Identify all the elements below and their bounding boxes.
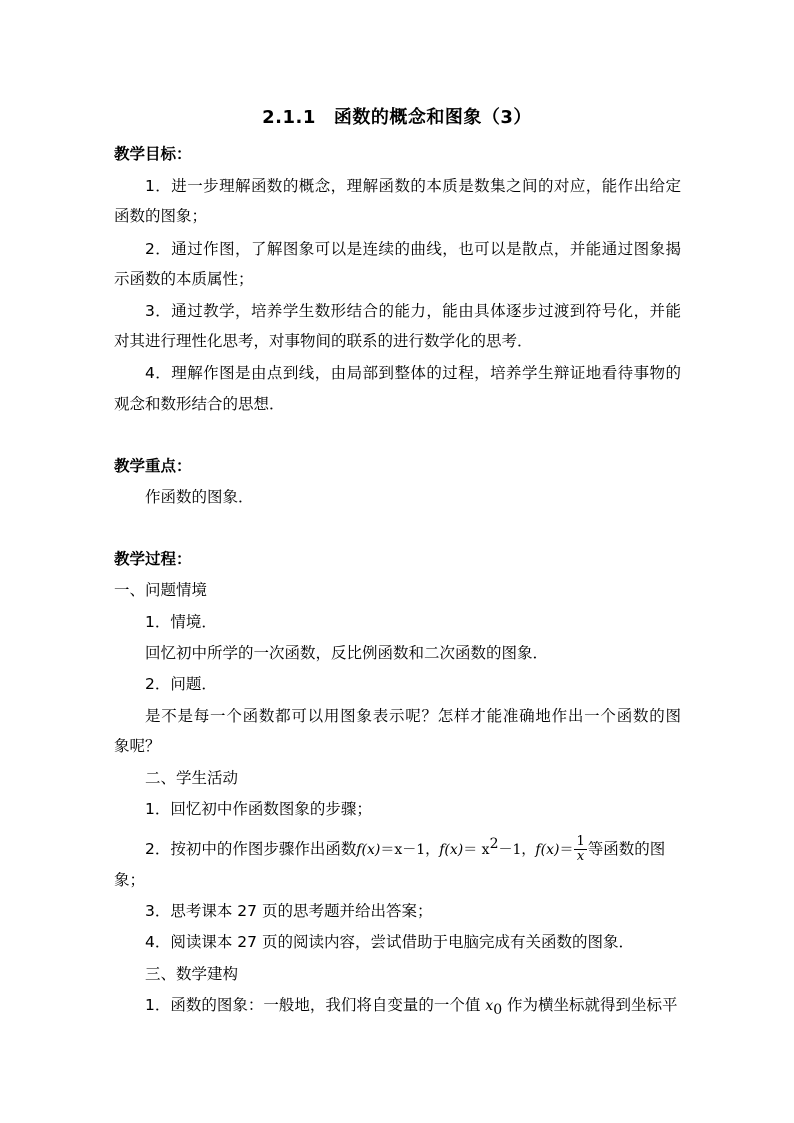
activity-4: 4．阅读课本 27 页的阅读内容，尝试借助于电脑完成有关函数的图象．	[145, 933, 634, 951]
section-2-heading: 二、学生活动	[145, 769, 239, 787]
objectives-heading: 教学目标：	[114, 145, 192, 163]
objective-2-line-a: 2．通过作图，了解图象可以是连续的曲线，也可以是散点，并能通过图象揭	[145, 240, 681, 258]
activity-2-line-b: 象；	[114, 871, 146, 889]
objective-3-line-b: 对其进行理性化思考，对事物间的联系的进行数学化的思考．	[114, 332, 533, 350]
question-label: 2．问题．	[145, 675, 217, 693]
title-text: 函数的概念和图象（3）	[333, 107, 532, 128]
fraction-one-over-x: $\frac{1}{x}$	[576, 834, 585, 865]
section-number: 2.1.1	[262, 107, 316, 128]
section-1-heading: 一、问题情境	[114, 581, 208, 599]
construct-1: 1．函数的图象：一般地，我们将自变量的一个值 $x_0$ 作为横坐标就得到坐标平	[145, 996, 678, 1019]
key-point-heading: 教学重点：	[114, 457, 192, 475]
function-f1: f(x)	[356, 842, 381, 859]
objective-4-line-a: 4．理解作图是由点到线，由局部到整体的过程，培养学生辩证地看待事物的	[145, 364, 681, 382]
objective-4-line-b: 观念和数形结合的思想．	[114, 395, 285, 413]
activity-3: 3．思考课本 27 页的思考题并给出答案；	[145, 902, 433, 920]
process-heading: 教学过程：	[114, 550, 192, 568]
function-f2: f(x)	[439, 842, 464, 859]
function-f3: f(x)	[535, 842, 560, 859]
page-title	[0, 103, 794, 129]
objective-1-line-b: 函数的图象；	[114, 207, 208, 225]
situation-text: 回忆初中所学的一次函数，反比例函数和二次函数的图象．	[145, 644, 549, 662]
question-text-line-b: 象呢？	[114, 737, 161, 755]
situation-label: 1．情境．	[145, 613, 217, 631]
section-3-heading: 三、数学建构	[145, 965, 239, 983]
key-point-text: 作函数的图象．	[145, 488, 254, 506]
objective-3-line-a: 3．通过教学，培养学生数形结合的能力，能由具体逐步过渡到符号化，并能	[145, 302, 681, 320]
objective-2-line-b: 示函数的本质属性；	[114, 270, 254, 288]
objective-1-line-a: 1．进一步理解函数的概念，理解函数的本质是数集之间的对应，能作出给定	[145, 177, 681, 195]
activity-1: 1．回忆初中作函数图象的步骤；	[145, 800, 372, 818]
activity-2-line-a: 2．按初中的作图步骤作出函数f(x)＝x－1，$f(x)= x^2-1$，f(x)＝ $\frac{1}{x}$ 等函数的图	[145, 834, 666, 865]
question-text-line-a: 是不是每一个函数都可以用图象表示呢？怎样才能准确地作出一个函数的图	[145, 707, 681, 725]
